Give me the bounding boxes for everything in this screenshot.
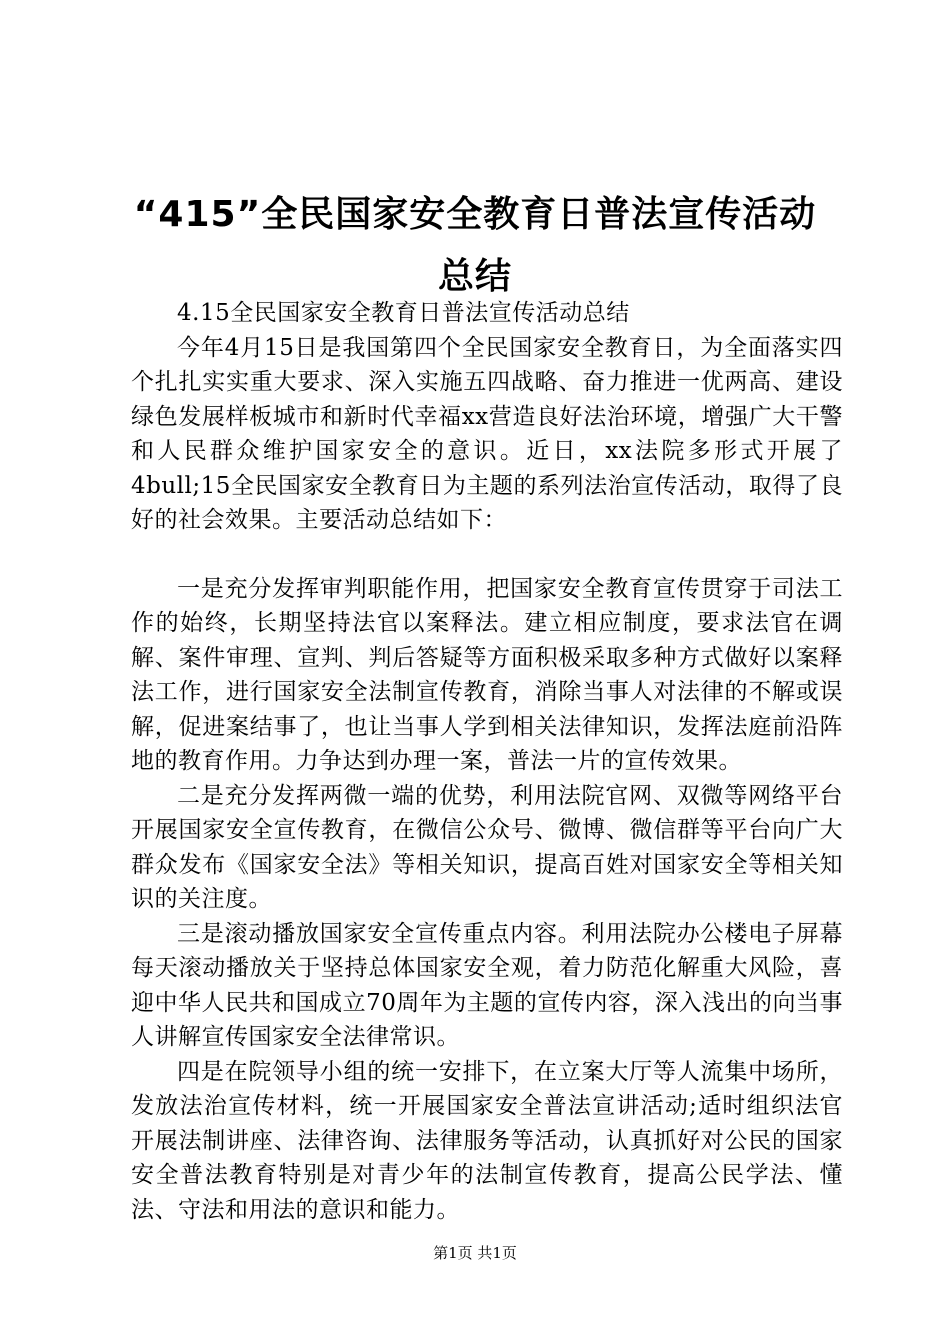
page-number-footer: 第1页 共1页	[433, 1244, 517, 1262]
subtitle-paragraph: 4.15全民国家安全教育日普法宣传活动总结	[177, 300, 630, 326]
point-three-paragraph: 三是滚动播放国家安全宣传重点内容。利用法院办公楼电子屏幕每天滚动播放关于坚持总体国家安全观，着力防范化解重大风险，喜迎中华人民共和国成立70周年为主题的宣传内容，深入浅出的向当事人讲解宣传国家安全法律常识。	[131, 920, 843, 1050]
point-two-paragraph: 二是充分发挥两微一端的优势，利用法院官网、双微等网络平台开展国家安全宣传教育，在微信公众号、微博、微信群等平台向广大群众发布《国家安全法》等相关知识，提高百姓对国家安全等相关知识的关注度。	[131, 782, 843, 912]
document-title: “415”全民国家安全教育日普法宣传活动总结	[133, 194, 817, 297]
paragraph-spacer	[131, 538, 843, 572]
intro-paragraph: 今年4月15日是我国第四个全民国家安全教育日，为全面落实四个扎扎实实重大要求、深入实施五四战略、奋力推进一优两高、建设绿色发展样板城市和新时代幸福xx营造良好法治环境，增强广大干警和人民群众维护国家安全的意识。近日，xx法院多形式开展了4bull;15全民国家安全教育日为主题的系列法治宣传活动，取得了良好的社会效果。主要活动总结如下：	[131, 334, 843, 533]
point-four-paragraph: 四是在院领导小组的统一安排下，在立案大厅等人流集中场所，发放法治宣传材料，统一开展国家安全普法宣讲活动;适时组织法官开展法制讲座、法律咨询、法律服务等活动，认真抓好对公民的国家安全普法教育特别是对青少年的法制宣传教育，提高公民学法、懂法、守法和用法的意识和能力。	[131, 1058, 843, 1223]
document-body	[131, 296, 843, 1227]
point-one-paragraph: 一是充分发挥审判职能作用，把国家安全教育宣传贯穿于司法工作的始终，长期坚持法官以案释法。建立相应制度，要求法官在调解、案件审理、宣判、判后答疑等方面积极采取多种方式做好以案释法工作，进行国家安全法制宣传教育，消除当事人对法律的不解或误解，促进案结事了，也让当事人学到相关法律知识，发挥法庭前沿阵地的教育作用。力争达到办理一案，普法一片的宣传效果。	[131, 575, 843, 774]
